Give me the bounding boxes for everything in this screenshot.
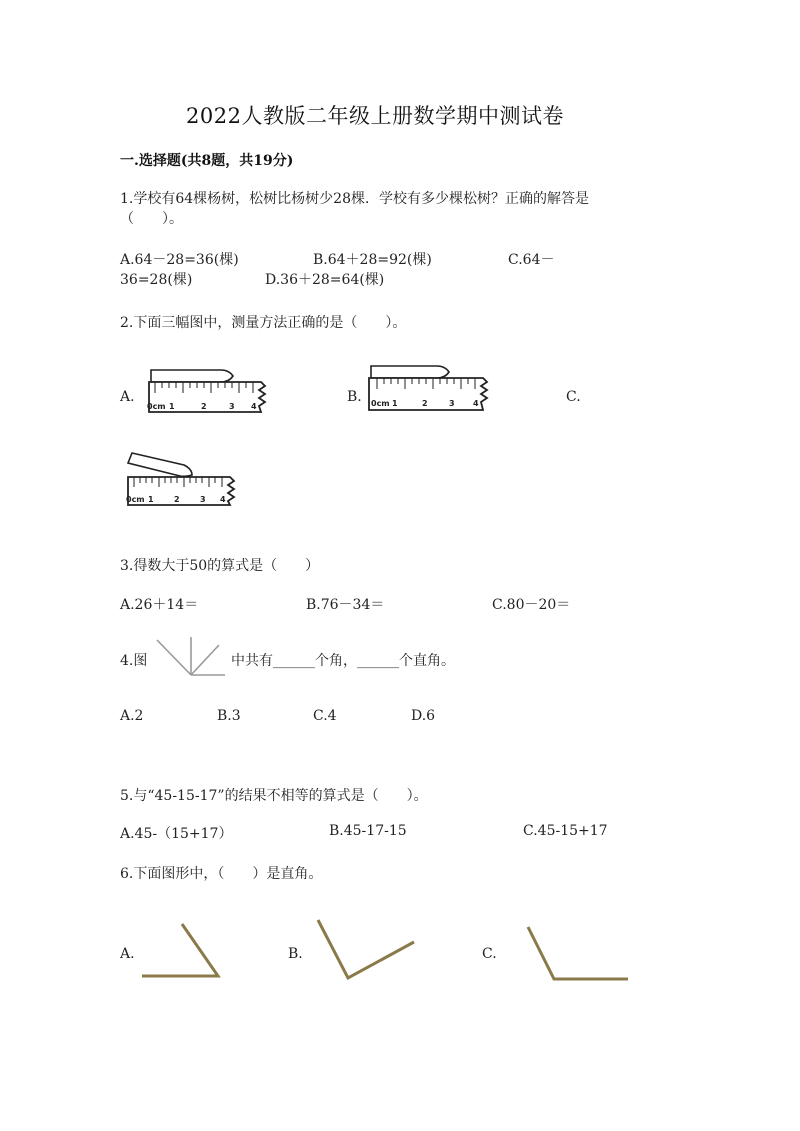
question-1-option-c-cont: 36=28(棵) xyxy=(120,272,193,288)
ruler-b-tick-2: 2 xyxy=(422,399,428,408)
page-title: 2022人教版二年级上册数学期中测试卷 xyxy=(186,104,564,128)
ruler-a-tick-3: 3 xyxy=(229,402,235,411)
question-4-option-d[interactable]: D.6 xyxy=(411,708,436,724)
question-4-option-b[interactable]: B.3 xyxy=(217,708,241,724)
ruler-figure-b xyxy=(365,360,495,420)
ruler-c-tick-0: 0cm xyxy=(126,495,145,504)
question-1-text: 1.学校有64棵杨树，松树比杨树少28棵．学校有多少棵松树？正确的解答是 xyxy=(120,191,589,207)
ruler-figure-a xyxy=(143,360,273,420)
question-6-label-b[interactable]: B. xyxy=(288,946,303,962)
question-6-label-a[interactable]: A. xyxy=(120,946,135,962)
question-3-text: 3.得数大于50的算式是（ ） xyxy=(120,558,320,574)
question-1-option-d[interactable]: D.36＋28=64(棵) xyxy=(265,272,385,288)
question-4-text-post: 中共有______个角，______个直角。 xyxy=(231,653,455,669)
ruler-c-tick-4: 4 xyxy=(220,495,226,504)
question-5-option-a[interactable]: A.45-（15+17） xyxy=(120,826,233,842)
question-2-text: 2.下面三幅图中，测量方法正确的是（ ）。 xyxy=(120,315,407,331)
question-1-option-b[interactable]: B.64＋28=92(棵) xyxy=(313,252,432,268)
ruler-a-tick-2: 2 xyxy=(201,402,207,411)
question-3-option-c[interactable]: C.80－20＝ xyxy=(492,597,571,613)
question-1-option-c[interactable]: C.64－ xyxy=(508,252,555,268)
angle-figure-a xyxy=(140,920,230,980)
ruler-a-tick-0: 0cm xyxy=(147,402,166,411)
ruler-c-tick-3: 3 xyxy=(200,495,206,504)
question-5-text: 5.与“45-15-17”的结果不相等的算式是（ ）。 xyxy=(120,788,428,804)
ruler-b-tick-4: 4 xyxy=(473,399,479,408)
ruler-a-tick-4: 4 xyxy=(251,402,257,411)
question-2-label-a[interactable]: A. xyxy=(120,389,135,405)
question-5-option-c[interactable]: C.45-15+17 xyxy=(523,823,608,839)
ruler-figure-c xyxy=(122,443,252,513)
ruler-b-tick-0: 0cm xyxy=(371,399,390,408)
section-heading: 一.选择题(共8题，共19分) xyxy=(120,153,294,169)
question-4-text-pre: 4.图 xyxy=(120,653,148,669)
question-1-blank: （ ）。 xyxy=(120,211,183,227)
angles-figure xyxy=(155,635,227,681)
angle-figure-b xyxy=(316,918,416,980)
ruler-a-tick-1: 1 xyxy=(169,402,175,411)
question-4-option-a[interactable]: A.2 xyxy=(120,708,144,724)
ruler-b-tick-3: 3 xyxy=(449,399,455,408)
question-4-option-c[interactable]: C.4 xyxy=(313,708,337,724)
question-5-option-b[interactable]: B.45-17-15 xyxy=(329,823,407,839)
question-2-label-b[interactable]: B. xyxy=(347,389,362,405)
question-3-option-b[interactable]: B.76－34＝ xyxy=(306,597,385,613)
question-2-label-c[interactable]: C. xyxy=(566,389,581,405)
ruler-c-tick-1: 1 xyxy=(148,495,154,504)
ruler-b-tick-1: 1 xyxy=(392,399,398,408)
question-1-option-a[interactable]: A.64－28=36(棵) xyxy=(120,252,239,268)
angle-figure-c xyxy=(526,925,630,985)
ruler-c-tick-2: 2 xyxy=(174,495,180,504)
question-6-text: 6.下面图形中，（ ）是直角。 xyxy=(120,866,323,882)
question-6-label-c[interactable]: C. xyxy=(482,946,497,962)
question-3-option-a[interactable]: A.26＋14＝ xyxy=(120,597,199,613)
